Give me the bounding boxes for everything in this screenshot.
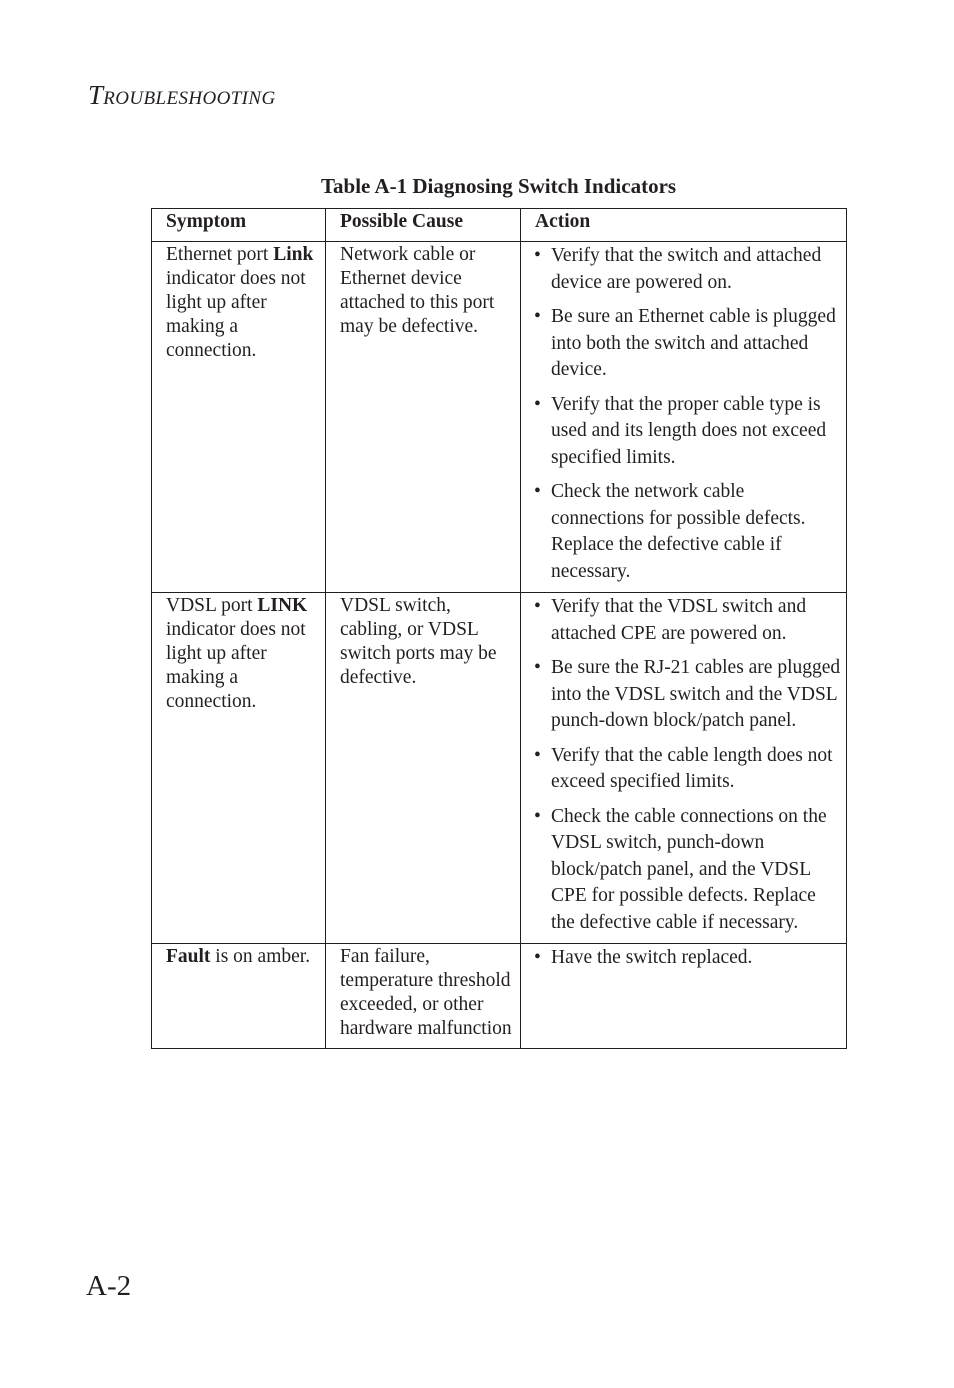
action-item xyxy=(534,804,842,937)
bullet-icon: • xyxy=(534,393,541,415)
symptom-text: is on amber. xyxy=(210,946,311,967)
action-text: Be sure an Ethernet cable is plugged into both the switch and attached device. xyxy=(551,306,836,380)
cause-cell: Fan failure, temperature threshold exceeded, or other hardware malfunction xyxy=(326,944,521,1049)
bullet-icon: • xyxy=(534,596,541,617)
table-header-row xyxy=(152,209,847,242)
action-list xyxy=(534,945,842,972)
symptom-cell xyxy=(152,944,326,1049)
action-cell xyxy=(521,242,847,593)
column-header-possible-cause: Possible Cause xyxy=(326,209,521,242)
action-text: Check the cable connections on the VDSL switch, punch-down block/patch panel, and the VDSL CPE for possible defects. Replace the defective cable if necessary. xyxy=(551,805,827,933)
cause-cell: Network cable or Ethernet device attached to this port may be defective. xyxy=(326,242,521,593)
action-item xyxy=(534,655,842,735)
page-number: A-2 xyxy=(86,1270,132,1302)
bullet-icon: • xyxy=(534,657,541,678)
table-row xyxy=(152,944,847,1049)
action-text: Verify that the switch and attached device are powered on. xyxy=(551,245,822,293)
running-header xyxy=(88,82,276,109)
action-text: Be sure the RJ-21 cables are plugged into the VDSL switch and the VDSL punch-down block/patch panel. xyxy=(551,657,841,731)
column-header-symptom: Symptom xyxy=(152,209,326,242)
column-header-action: Action xyxy=(521,209,847,242)
action-text: Have the switch replaced. xyxy=(551,947,753,968)
action-text: Check the network cable connections for possible defects. Replace the defective cable if necessary. xyxy=(551,481,806,582)
action-item xyxy=(534,594,842,647)
action-item xyxy=(534,743,842,796)
bullet-icon: • xyxy=(534,744,541,766)
bullet-icon: • xyxy=(534,481,541,502)
table-row xyxy=(152,242,847,593)
bullet-icon: • xyxy=(534,245,541,266)
symptom-text: indicator does not light up after making a connection. xyxy=(166,268,306,361)
table-row xyxy=(152,593,847,944)
symptom-text: Ethernet port xyxy=(166,244,274,265)
action-item xyxy=(534,479,842,585)
indicator-name: Fault xyxy=(166,946,211,967)
action-text: Verify that the VDSL switch and attached CPE are powered on. xyxy=(551,596,807,644)
indicator-name: LINK xyxy=(257,595,308,616)
indicator-name: Link xyxy=(273,244,314,265)
bullet-icon: • xyxy=(534,947,541,968)
table-caption: Table A-1 Diagnosing Switch Indicators xyxy=(320,174,677,198)
action-item xyxy=(534,945,842,972)
action-cell xyxy=(521,593,847,944)
action-list xyxy=(534,243,842,585)
symptom-text: VDSL port xyxy=(166,595,258,616)
bullet-icon: • xyxy=(534,805,541,827)
symptom-cell xyxy=(152,593,326,944)
action-item xyxy=(534,392,842,472)
action-item xyxy=(534,304,842,384)
action-cell xyxy=(521,944,847,1049)
running-header-rest: ROUBLESHOOTING xyxy=(103,88,276,109)
action-text: Verify that the proper cable type is used and its length does not exceed specified limits. xyxy=(551,393,827,468)
diagnosis-table xyxy=(151,208,847,1049)
symptom-text: indicator does not light up after making a connection. xyxy=(166,619,306,712)
running-header-initial: T xyxy=(88,80,104,110)
symptom-cell xyxy=(152,242,326,593)
action-item xyxy=(534,243,842,296)
cause-cell: VDSL switch, cabling, or VDSL switch ports may be defective. xyxy=(326,593,521,944)
bullet-icon: • xyxy=(534,306,541,327)
action-list xyxy=(534,594,842,936)
action-text: Verify that the cable length does not exceed specified limits. xyxy=(551,744,833,792)
